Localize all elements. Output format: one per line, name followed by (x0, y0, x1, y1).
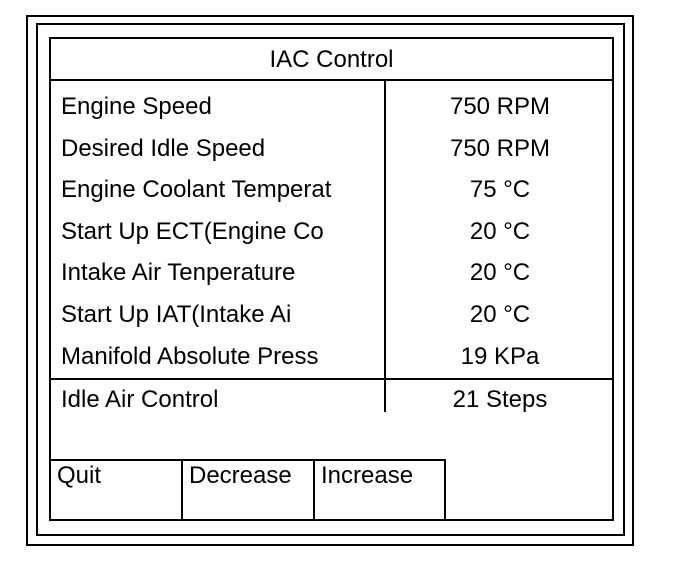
data-row-startup-ect (49, 212, 614, 252)
data-row-engine-speed (49, 87, 614, 127)
row-value: 20 °C (469, 259, 531, 286)
screen-title: IAC Control (49, 37, 614, 81)
row-value: 19 KPa (460, 343, 540, 370)
row-value: 20 °C (469, 301, 531, 328)
decrease-button[interactable]: Decrease (189, 462, 292, 489)
row-value: 75 °C (469, 176, 531, 203)
data-row-map (49, 337, 614, 377)
control-value: 21 Steps (452, 386, 548, 413)
data-row-engine-coolant-temp (49, 170, 614, 210)
data-row-desired-idle-speed (49, 129, 614, 169)
row-value: 750 RPM (449, 93, 551, 120)
row-label: Desired Idle Speed (61, 135, 266, 162)
row-label: Intake Air Tenperature (61, 259, 296, 286)
control-row-idle-air-control (49, 380, 614, 420)
quit-button[interactable]: Quit (57, 462, 102, 489)
control-label: Idle Air Control (61, 386, 219, 413)
row-label: Manifold Absolute Press (61, 343, 319, 370)
data-row-startup-iat (49, 295, 614, 335)
data-row-intake-air-temp (49, 253, 614, 293)
row-value: 750 RPM (449, 135, 551, 162)
row-label: Engine Coolant Temperat (61, 176, 332, 203)
row-label: Start Up IAT(Intake Ai (61, 301, 292, 328)
row-label: Engine Speed (61, 93, 212, 120)
increase-button[interactable]: Increase (321, 462, 414, 489)
row-label: Start Up ECT(Engine Co (61, 218, 324, 245)
softkey-separator (444, 459, 446, 519)
row-value: 20 °C (469, 218, 531, 245)
